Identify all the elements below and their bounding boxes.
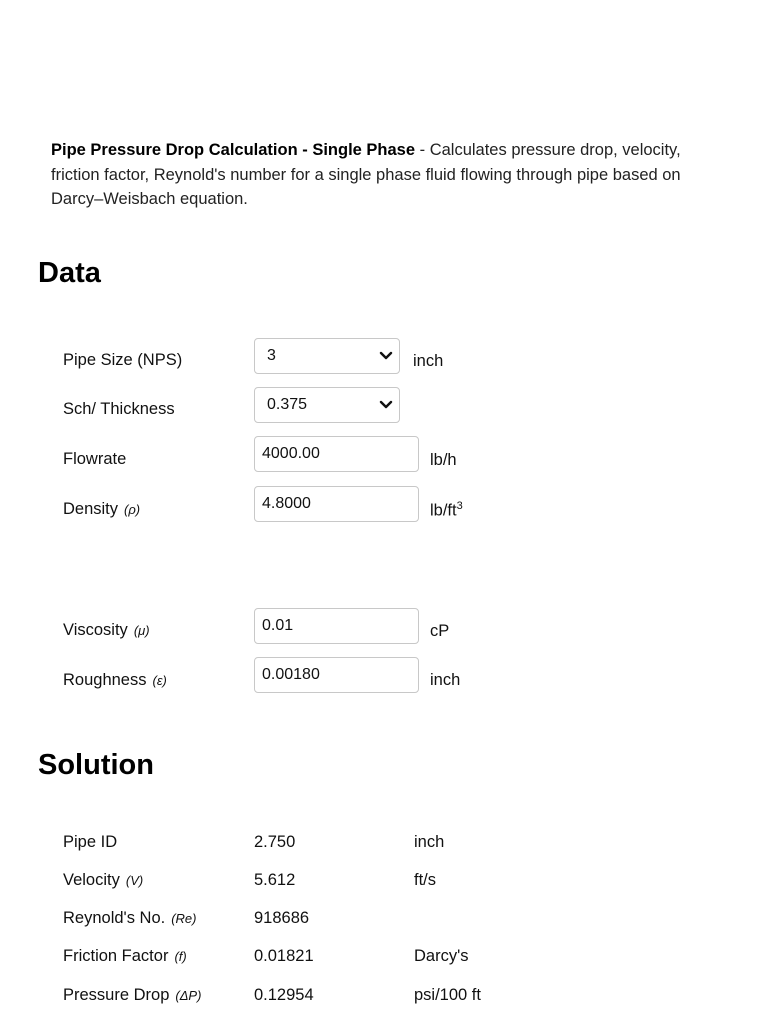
schedule-select[interactable] [254, 387, 400, 423]
solution-value-velocity: 5.612 [254, 871, 296, 889]
solution-label-friction-factor [63, 947, 187, 966]
viscosity-symbol: (μ) [133, 623, 150, 638]
viscosity-label-text: Viscosity [63, 621, 128, 639]
flowrate-unit: lb/h [430, 451, 457, 469]
density-unit-exponent: 3 [456, 500, 463, 512]
solution-value-reynolds: 918686 [254, 909, 310, 927]
solution-label-velocity [63, 871, 143, 890]
roughness-label-text: Roughness [63, 671, 147, 689]
solution-symbol: (Re) [171, 911, 197, 926]
pipe-size-value: 3 [267, 347, 276, 364]
solution-heading: Solution [38, 749, 154, 781]
solution-label-text: Friction Factor [63, 947, 169, 965]
solution-unit-friction-factor: Darcy's [414, 947, 469, 965]
solution-symbol: (V) [125, 873, 144, 888]
solution-label-pipe-id [63, 833, 117, 852]
roughness-label [63, 671, 167, 690]
flowrate-input[interactable]: 4000.00 [254, 436, 419, 472]
density-unit-text: lb/ft [430, 501, 457, 520]
data-heading: Data [38, 257, 101, 289]
solution-unit-pipe-id: inch [414, 833, 445, 851]
schedule-value: 0.375 [267, 396, 308, 413]
solution-unit-pressure-drop: psi/100 ft [414, 986, 481, 1004]
intro-title: Pipe Pressure Drop Calculation - Single Phase [51, 141, 416, 159]
density-label-text: Density [63, 500, 119, 518]
intro-description: - Calculates pressure drop, velocity, friction factor, Reynold's number for a single phase fluid flowing through pipe based on Darcy–Weisbach equation. [51, 141, 681, 208]
solution-label-text: Reynold's No. [63, 909, 166, 927]
viscosity-unit: cP [430, 622, 450, 640]
roughness-symbol: (ε) [152, 673, 167, 688]
pipe-size-unit: inch [413, 352, 444, 370]
intro-paragraph [51, 138, 731, 212]
flowrate-label: Flowrate [63, 450, 127, 468]
chevron-down-icon [379, 399, 393, 411]
solution-symbol: (ΔP) [175, 988, 202, 1003]
density-unit [430, 500, 463, 521]
viscosity-input[interactable]: 0.01 [254, 608, 419, 644]
solution-label-text: Velocity [63, 871, 120, 889]
solution-value-pipe-id: 2.750 [254, 833, 296, 851]
solution-label-pressure-drop [63, 986, 201, 1005]
solution-unit-velocity: ft/s [414, 871, 437, 889]
density-label [63, 500, 140, 519]
chevron-down-icon [379, 350, 393, 362]
schedule-label: Sch/ Thickness [63, 400, 175, 418]
solution-value-pressure-drop: 0.12954 [254, 986, 314, 1004]
solution-label-text: Pressure Drop [63, 986, 170, 1004]
roughness-input[interactable]: 0.00180 [254, 657, 419, 693]
viscosity-label [63, 621, 150, 640]
solution-label-reynolds [63, 909, 196, 928]
roughness-unit: inch [430, 671, 461, 689]
density-input[interactable]: 4.8000 [254, 486, 419, 522]
solution-value-friction-factor: 0.01821 [254, 947, 314, 965]
solution-label-text: Pipe ID [63, 833, 118, 851]
solution-symbol: (f) [174, 949, 187, 964]
density-symbol: (ρ) [124, 502, 141, 517]
pipe-size-select[interactable] [254, 338, 400, 374]
pipe-size-label: Pipe Size (NPS) [63, 351, 183, 369]
